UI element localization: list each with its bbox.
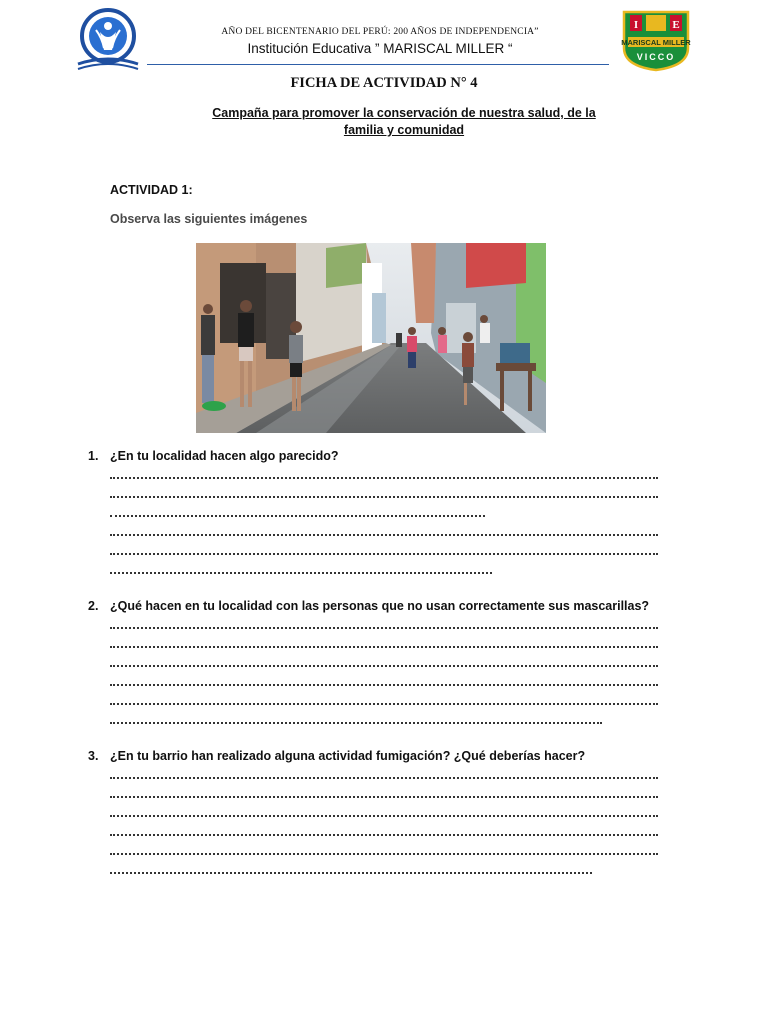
header-rule xyxy=(147,64,609,65)
question-3-number: 3. xyxy=(88,749,99,763)
instruction-text: Observa las siguientes imágenes xyxy=(110,212,308,226)
school-emblem-logo xyxy=(74,8,142,72)
logo-letter-i: I xyxy=(633,19,639,31)
street-cleaning-photo xyxy=(196,243,546,433)
logo-line2: VICCO xyxy=(636,52,676,62)
answer-line[interactable] xyxy=(110,684,658,686)
answer-line[interactable] xyxy=(110,534,658,536)
answer-line[interactable] xyxy=(110,872,592,874)
activity-sheet-title: FICHA DE ACTIVIDAD N° 4 xyxy=(290,75,478,91)
logo-line1: MARISCAL MILLER xyxy=(621,38,691,47)
campaign-title: Campaña para promover la conservación de nuestra salud, de la familia y comunidad xyxy=(212,106,596,137)
answer-line[interactable] xyxy=(110,496,658,498)
logo-letter-e: E xyxy=(672,19,680,31)
answer-line[interactable] xyxy=(110,722,602,724)
answer-line[interactable] xyxy=(110,477,658,479)
answer-line[interactable] xyxy=(110,815,658,817)
answer-line[interactable] xyxy=(110,646,658,648)
answer-line[interactable] xyxy=(110,665,658,667)
answer-line[interactable] xyxy=(110,853,658,855)
answer-line[interactable] xyxy=(110,515,485,517)
activity-label: ACTIVIDAD 1: xyxy=(110,183,193,197)
bicentenario-header: AÑO DEL BICENTENARIO DEL PERÚ: 200 AÑOS DE INDEPENDENCIA” xyxy=(221,27,539,37)
answer-line[interactable] xyxy=(110,627,658,629)
answer-line[interactable] xyxy=(110,777,658,779)
question-3-text: ¿En tu barrio han realizado alguna actividad fumigación? ¿Qué deberías hacer? xyxy=(110,749,586,763)
mariscal-miller-shield-logo xyxy=(620,8,692,72)
answer-line[interactable] xyxy=(110,572,492,574)
question-2-text: ¿Qué hacen en tu localidad con las personas que no usan correctamente sus mascarillas? xyxy=(110,599,650,613)
answer-line[interactable] xyxy=(110,703,658,705)
question-1-number: 1. xyxy=(88,449,99,463)
institution-name: Institución Educativa ” MARISCAL MILLER “ xyxy=(247,41,513,56)
answer-line[interactable] xyxy=(110,834,658,836)
question-2-number: 2. xyxy=(88,599,99,613)
question-1-text: ¿En tu localidad hacen algo parecido? xyxy=(110,449,339,463)
answer-line[interactable] xyxy=(110,796,658,798)
answer-line[interactable] xyxy=(110,553,658,555)
